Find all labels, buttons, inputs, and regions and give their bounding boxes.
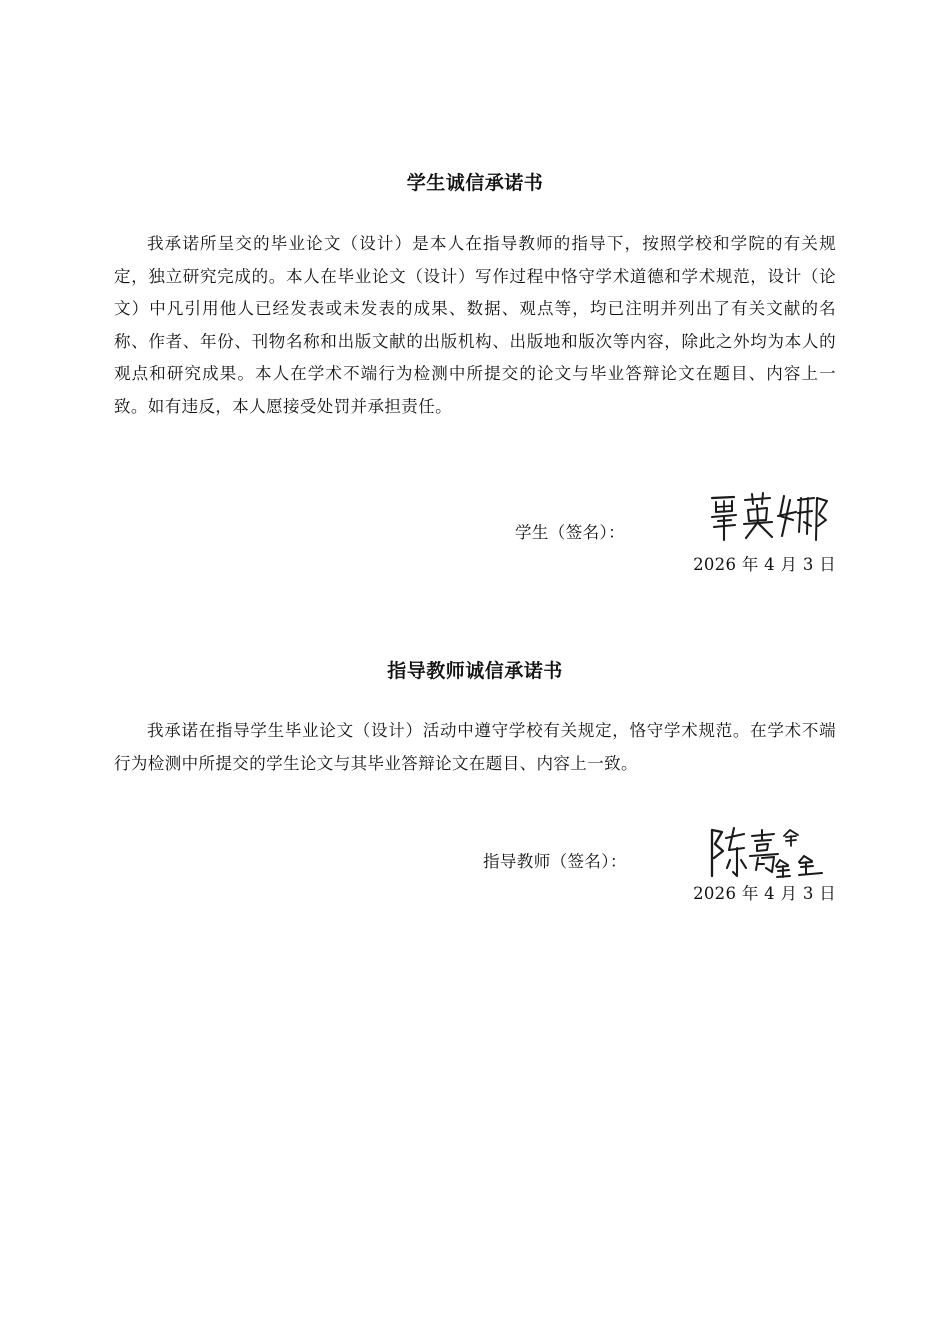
student-signature-label: 学生（签名）： — [515, 523, 626, 542]
advisor-signature-label: 指导教师（签名）： — [483, 852, 627, 871]
student-handwritten-signature — [700, 488, 832, 546]
advisor-signature-date: 2026 年 4 月 3 日 — [693, 884, 836, 903]
advisor-handwritten-signature — [700, 820, 832, 882]
student-signature-date: 2026 年 4 月 3 日 — [693, 555, 836, 574]
advisor-pledge-title: 指导教师诚信承诺书 — [387, 660, 563, 682]
advisor-pledge-body: 我承诺在指导学生毕业论文（设计）活动中遵守学校有关规定，恪守学术规范。在学术不端行为检测中所提交的学生论文与其毕业答辩论文在题目、内容上一致。 — [114, 721, 836, 773]
student-pledge-title: 学生诚信承诺书 — [406, 172, 544, 194]
student-pledge-body: 我承诺所呈交的毕业论文（设计）是本人在指导教师的指导下，按照学校和学院的有关规定，独立研究完成的。本人在毕业论文（设计）写作过程中恪守学术道德和学术规范，设计（论文）中凡引用他人已经发表或未发表的成果、数据、观点等，均已注明并列出了有关文献的名称、作者、年份、刊物名称和出版文献的出版机构、出版地和版次等内容，除此之外均为本人的观点和研究成果。本人在学术不端行为检测中所提交的论文与毕业答辩论文在题目、内容上一致。如有违反，本人愿接受处罚并承担责任。 — [114, 234, 836, 416]
